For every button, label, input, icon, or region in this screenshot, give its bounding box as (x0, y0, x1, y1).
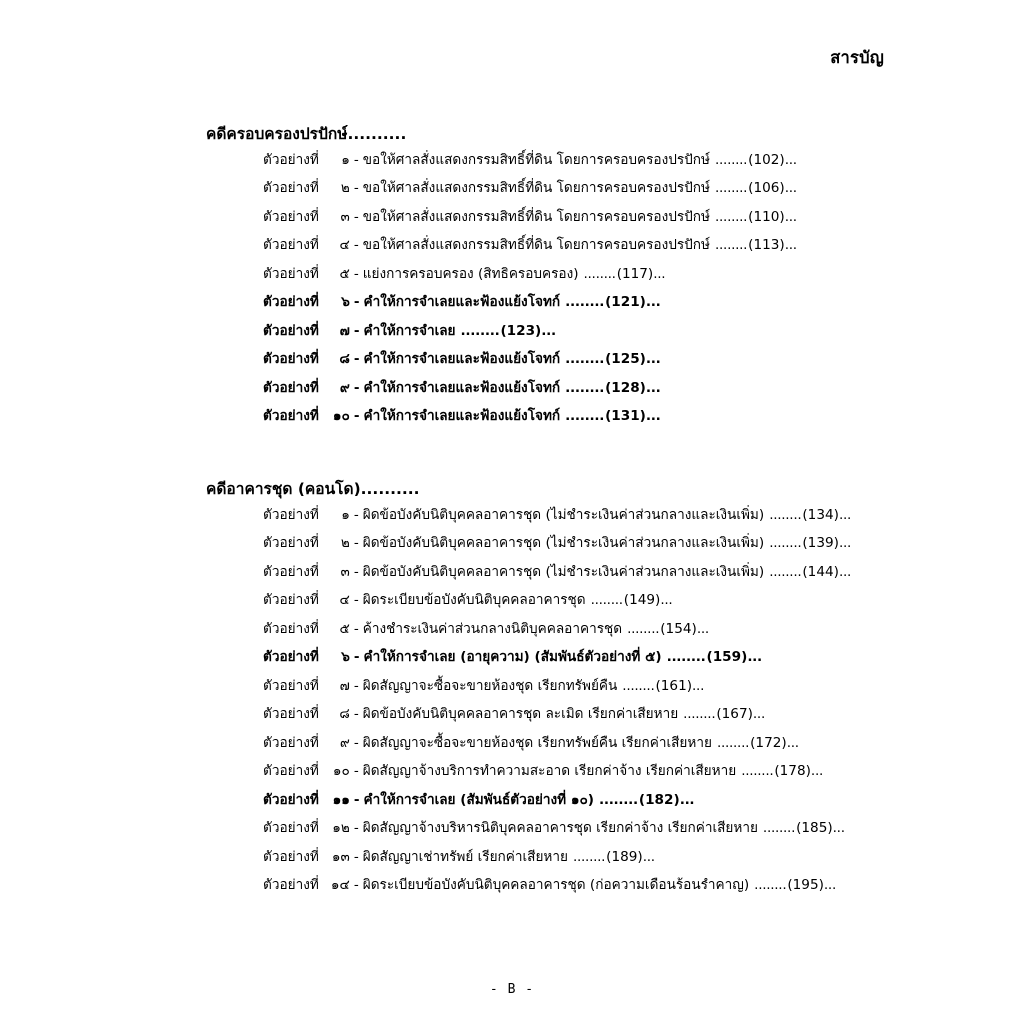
toc-entry-page-number: (125) (605, 351, 646, 368)
toc-entry-leader-dots: ........ (762, 820, 796, 837)
toc-entry-trailing-dots: ... (784, 180, 797, 197)
toc-entry-leader-dots: ........ (716, 734, 750, 751)
toc-entry-page-number: (178) (774, 763, 811, 780)
toc-entry-label: ตัวอย่างที่ (263, 791, 319, 808)
toc-entry-number: ๖ (341, 294, 350, 311)
toc-entry-trailing-dots: ... (784, 151, 797, 168)
toc-entry-page-number: (134) (802, 506, 839, 523)
toc-entry-label: ตัวอย่างที่ (263, 506, 319, 523)
toc-entry-dash: - (353, 848, 359, 865)
toc-entry-dash: - (353, 763, 359, 780)
toc-entry-number: ๙ (339, 379, 350, 396)
toc-entry-page-number: (167) (716, 706, 753, 723)
toc-entry-title: ขอให้ศาลสั่งแสดงกรรมสิทธิ์ที่ดิน โดยการครอบครองปรปักษ์ (362, 151, 710, 168)
toc-entry[interactable] (206, 353, 1006, 382)
toc-entry[interactable] (206, 410, 1006, 439)
toc-entry-trailing-dots: ... (541, 322, 556, 339)
toc-entry-label: ตัวอย่างที่ (263, 265, 319, 282)
toc-entry-dash: - (353, 791, 360, 808)
toc-entry-dash: - (353, 677, 359, 694)
toc-entry-dash: - (353, 294, 360, 311)
toc-entry-label: ตัวอย่างที่ (263, 208, 319, 225)
toc-entry-page-number: (128) (605, 379, 646, 396)
toc-entry-title: ผิดสัญญาจะซื้อจะขายห้องชุด เรียกทรัพย์คืน (362, 677, 618, 694)
toc-entry-trailing-dots: ... (752, 706, 765, 723)
toc-entry-dash: - (353, 151, 359, 168)
toc-entry-dash: - (353, 563, 359, 580)
toc-entry-label: ตัวอย่างที่ (263, 379, 319, 396)
toc-entry-page-number: (106) (748, 180, 785, 197)
toc-entry-title: ผิดสัญญาจ้างบริหารนิติบุคคลอาคารชุด เรียกค่าจ้าง เรียกค่าเสียหาย (362, 820, 758, 837)
toc-entry-number: ๔ (339, 592, 350, 609)
toc-entry-title: คำให้การจำเลยและฟ้องแย้งโจทก์ (363, 408, 561, 425)
toc-entry-trailing-dots: ... (838, 563, 852, 580)
toc-section-title: คดีอาคารชุด (คอนโด).......... (206, 479, 420, 498)
toc-entry-page-number: (159) (706, 649, 748, 666)
toc-entry-dash: - (353, 620, 359, 637)
toc-entry-label: ตัวอย่างที่ (263, 677, 319, 694)
toc-entry[interactable] (206, 151, 1006, 183)
toc-entry-number: ๑๔ (330, 877, 350, 894)
toc-entry-page-number: (131) (605, 408, 646, 425)
toc-entry-number: ๔ (339, 237, 350, 254)
toc-entry-dash: - (353, 877, 359, 894)
toc-entry-dash: - (353, 180, 359, 197)
toc-entry[interactable] (206, 848, 1006, 880)
toc-entry-trailing-dots: ... (679, 791, 695, 808)
toc-entry-label: ตัวอย่างที่ (263, 408, 319, 425)
toc-entry-number: ๖ (341, 649, 350, 666)
toc-entry-trailing-dots: ... (645, 408, 661, 425)
toc-entry-title: ผิดสัญญาเช่าทรัพย์ เรียกค่าเสียหาย (362, 848, 568, 865)
toc-entry-leader-dots: ........ (769, 563, 802, 580)
toc-entry-list (206, 506, 1006, 908)
toc-entry-page-number: (139) (802, 535, 839, 552)
toc-entry[interactable] (206, 594, 1006, 623)
toc-entry-label: ตัวอย่างที่ (263, 322, 319, 339)
toc-entry-leader-dots: ........ (572, 848, 606, 865)
toc-entry-dash: - (353, 351, 360, 368)
toc-entry-dash: - (353, 265, 359, 282)
toc-entry-trailing-dots: ... (653, 265, 666, 282)
toc-entry-leader-dots: ........ (622, 677, 655, 694)
toc-entry-page-number: (154) (660, 620, 697, 637)
toc-entry-title: ขอให้ศาลสั่งแสดงกรรมสิทธิ์ที่ดิน โดยการครอบครองปรปักษ์ (362, 180, 710, 197)
toc-entry[interactable] (206, 620, 1006, 652)
table-of-contents (206, 126, 1006, 908)
toc-entry-leader-dots: ........ (666, 649, 706, 666)
toc-entry-trailing-dots: ... (660, 592, 673, 609)
toc-entry-number: ๒ (340, 180, 350, 197)
toc-entry-dash: - (353, 649, 360, 666)
toc-entry-title: แย่งการครอบครอง (สิทธิครอบครอง) (362, 265, 579, 282)
toc-entry[interactable] (206, 506, 1006, 538)
toc-entry-trailing-dots: ... (784, 237, 797, 254)
toc-entry-page-number: (185) (796, 820, 833, 837)
toc-entry[interactable] (206, 708, 1006, 737)
toc-entry-label: ตัวอย่างที่ (263, 848, 319, 865)
toc-entry-title: ผิดระเบียบข้อบังคับนิติบุคคลอาคารชุด (362, 592, 586, 609)
toc-entry-title: คำให้การจำเลยและฟ้องแย้งโจทก์ (363, 379, 561, 396)
toc-entry-title: คำให้การจำเลย (363, 322, 456, 339)
toc-entry-leader-dots: ........ (460, 322, 500, 339)
toc-entry-leader-dots: ........ (754, 877, 787, 894)
toc-entry-trailing-dots: ... (810, 763, 823, 780)
toc-entry-label: ตัวอย่างที่ (263, 734, 319, 751)
toc-entry-label: ตัวอย่างที่ (263, 592, 319, 609)
toc-entry[interactable] (206, 239, 1006, 268)
toc-entry-dash: - (353, 820, 359, 837)
toc-entry-number: ๒ (340, 535, 350, 552)
toc-entry-page-number: (110) (748, 208, 785, 225)
toc-entry-page-number: (144) (802, 563, 839, 580)
toc-entry-dash: - (353, 706, 359, 723)
toc-entry-number: ๓ (340, 563, 350, 580)
toc-entry-trailing-dots: ... (832, 820, 845, 837)
toc-entry-page-number: (117) (616, 265, 654, 282)
toc-entry-number: ๗ (339, 677, 350, 694)
toc-entry[interactable] (206, 677, 1006, 709)
toc-entry-page-number: (102) (748, 151, 785, 168)
toc-entry-trailing-dots: ... (838, 506, 852, 523)
toc-entry-label: ตัวอย่างที่ (263, 706, 319, 723)
toc-entry-title: ผิดข้อบังคับนิติบุคคลอาคารชุด ละเมิด เรียกค่าเสียหาย (362, 706, 679, 723)
toc-entry-page-number: (123) (500, 322, 542, 339)
toc-entry-label: ตัวอย่างที่ (263, 877, 319, 894)
toc-entry-number: ๑ (341, 151, 350, 168)
toc-entry-label: ตัวอย่างที่ (263, 649, 319, 666)
toc-entry[interactable] (206, 563, 1006, 595)
toc-entry-dash: - (353, 208, 359, 225)
toc-entry-page-number: (172) (750, 734, 787, 751)
toc-entry-leader-dots: ........ (715, 151, 748, 168)
toc-entry-title: คำให้การจำเลย (สัมพันธ์ตัวอย่างที่ ๑๐) (363, 791, 594, 808)
toc-entry-trailing-dots: ... (786, 734, 799, 751)
toc-entry-page-number: (113) (748, 237, 785, 254)
toc-entry-title: คำให้การจำเลยและฟ้องแย้งโจทก์ (363, 351, 561, 368)
toc-entry[interactable] (206, 322, 1006, 354)
toc-entry-label: ตัวอย่างที่ (263, 180, 319, 197)
toc-entry[interactable] (206, 537, 1006, 566)
toc-entry-leader-dots: ........ (741, 763, 774, 780)
toc-entry-number: ๗ (339, 322, 350, 339)
toc-entry-trailing-dots: ... (645, 294, 661, 311)
toc-entry-title: คำให้การจำเลย (อายุความ) (สัมพันธ์ตัวอย่างที่ ๕) (363, 649, 662, 666)
toc-entry-label: ตัวอย่างที่ (263, 294, 319, 311)
toc-entry[interactable] (206, 265, 1006, 297)
toc-entry-leader-dots: ........ (598, 791, 638, 808)
toc-entry-number: ๑ (341, 506, 350, 523)
toc-entry-trailing-dots: ... (642, 848, 655, 865)
toc-entry[interactable] (206, 379, 1006, 411)
toc-entry[interactable] (206, 822, 1006, 851)
toc-entry-list (206, 151, 1006, 439)
toc-entry-number: ๑๑ (332, 791, 350, 808)
toc-entry-number: ๘ (339, 351, 350, 368)
toc-entry[interactable] (206, 208, 1006, 240)
toc-entry-title: ผิดข้อบังคับนิติบุคคลอาคารชุด (ไม่ชำระเงินค่าส่วนกลางและเงินเพิ่ม) (362, 506, 765, 523)
toc-entry-leader-dots: ........ (590, 592, 623, 609)
toc-entry-trailing-dots: ... (645, 379, 661, 396)
toc-entry-trailing-dots: ... (823, 877, 836, 894)
toc-entry-leader-dots: ........ (769, 535, 802, 552)
toc-entry-trailing-dots: ... (747, 649, 762, 666)
toc-entry-label: ตัวอย่างที่ (263, 237, 319, 254)
toc-entry-leader-dots: ........ (565, 294, 605, 311)
toc-entry-leader-dots: ........ (715, 208, 748, 225)
toc-entry-leader-dots: ........ (583, 265, 616, 282)
toc-entry-number: ๕ (339, 620, 350, 637)
toc-entry-dash: - (353, 379, 360, 396)
toc-entry-label: ตัวอย่างที่ (263, 763, 319, 780)
toc-entry[interactable] (206, 182, 1006, 211)
toc-section (206, 481, 1006, 908)
toc-entry-title: ผิดข้อบังคับนิติบุคคลอาคารชุด (ไม่ชำระเงินค่าส่วนกลางและเงินเพิ่ม) (362, 563, 765, 580)
toc-entry-title: ขอให้ศาลสั่งแสดงกรรมสิทธิ์ที่ดิน โดยการครอบครองปรปักษ์ (362, 208, 710, 225)
toc-entry-title: ผิดสัญญาจะซื้อจะขายห้องชุด เรียกทรัพย์คืน เรียกค่าเสียหาย (362, 734, 712, 751)
toc-entry-page-number: (189) (606, 848, 643, 865)
toc-entry-number: ๕ (339, 265, 350, 282)
toc-entry-number: ๑๒ (332, 820, 350, 837)
toc-section (206, 126, 1006, 439)
toc-entry-dash: - (353, 734, 359, 751)
page-number-footer: - B - (489, 982, 535, 997)
toc-entry-trailing-dots: ... (784, 208, 797, 225)
toc-entry-page-number: (195) (787, 877, 824, 894)
toc-entry-trailing-dots: ... (692, 677, 705, 694)
toc-entry-number: ๑๐ (332, 763, 350, 780)
toc-entry-number: ๑๐ (332, 408, 350, 425)
toc-entry-page-number: (182) (638, 791, 680, 808)
toc-entry-label: ตัวอย่างที่ (263, 151, 319, 168)
toc-entry-number: ๑๓ (331, 848, 350, 865)
toc-entry[interactable] (206, 296, 1006, 325)
toc-entry[interactable] (206, 651, 1006, 680)
toc-entry-dash: - (353, 592, 359, 609)
toc-entry-label: ตัวอย่างที่ (263, 535, 319, 552)
toc-entry-number: ๘ (339, 706, 350, 723)
toc-entry-number: ๓ (340, 208, 350, 225)
toc-entry[interactable] (206, 791, 1006, 823)
toc-entry[interactable] (206, 765, 1006, 794)
toc-entry-dash: - (353, 237, 359, 254)
toc-entry-page-number: (121) (605, 294, 646, 311)
toc-entry-page-number: (149) (623, 592, 661, 609)
toc-entry-trailing-dots: ... (838, 535, 852, 552)
toc-entry-title: คำให้การจำเลยและฟ้องแย้งโจทก์ (363, 294, 561, 311)
toc-entry-dash: - (353, 506, 359, 523)
toc-entry-leader-dots: ........ (565, 379, 605, 396)
toc-entry-title: ขอให้ศาลสั่งแสดงกรรมสิทธิ์ที่ดิน โดยการครอบครองปรปักษ์ (362, 237, 710, 254)
toc-entry[interactable] (206, 734, 1006, 766)
toc-entry-title: ผิดระเบียบข้อบังคับนิติบุคคลอาคารชุด (ก่อความเดือนร้อนรำคาญ) (362, 877, 750, 894)
toc-entry-label: ตัวอย่างที่ (263, 820, 319, 837)
toc-entry-title: ค้างชำระเงินค่าส่วนกลางนิติบุคคลอาคารชุด (362, 620, 623, 637)
toc-entry-trailing-dots: ... (645, 351, 661, 368)
toc-entry-leader-dots: ........ (683, 706, 716, 723)
toc-entry-number: ๙ (339, 734, 350, 751)
toc-entry-dash: - (353, 322, 360, 339)
toc-entry-dash: - (353, 535, 359, 552)
toc-entry-leader-dots: ........ (715, 180, 748, 197)
toc-entry-leader-dots: ........ (769, 506, 802, 523)
toc-entry-page-number: (161) (655, 677, 693, 694)
toc-entry-label: ตัวอย่างที่ (263, 620, 319, 637)
toc-entry-leader-dots: ........ (565, 408, 605, 425)
toc-entry-leader-dots: ........ (565, 351, 605, 368)
toc-entry-label: ตัวอย่างที่ (263, 563, 319, 580)
toc-entry-label: ตัวอย่างที่ (263, 351, 319, 368)
toc-entry[interactable] (206, 879, 1006, 908)
toc-entry-title: ผิดข้อบังคับนิติบุคคลอาคารชุด (ไม่ชำระเงินค่าส่วนกลางและเงินเพิ่ม) (362, 535, 765, 552)
toc-entry-title: ผิดสัญญาจ้างบริการทำความสะอาด เรียกค่าจ้าง เรียกค่าเสียหาย (362, 763, 737, 780)
toc-entry-leader-dots: ........ (715, 237, 748, 254)
toc-section-title: คดีครอบครองปรปักษ์.......... (206, 125, 407, 143)
running-header: สารบัญ (830, 48, 884, 67)
toc-entry-leader-dots: ........ (627, 620, 660, 637)
toc-entry-dash: - (353, 408, 360, 425)
toc-entry-trailing-dots: ... (696, 620, 709, 637)
